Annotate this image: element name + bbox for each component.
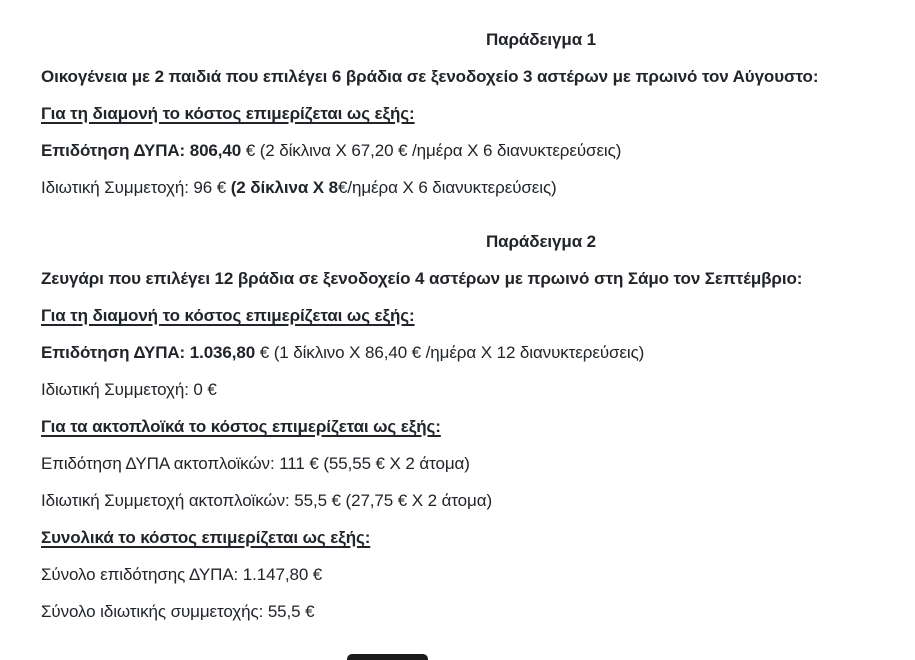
ferry-cost-heading: Για τα ακτοπλοϊκά το κόστος επιμερίζεται ως εξής: xyxy=(41,417,441,436)
example-2-section xyxy=(41,232,915,622)
dypa-subsidy-calculation: € (2 δίκλινα Χ 67,20 € /ημέρα Χ 6 διανυκτερεύσεις) xyxy=(241,141,622,160)
ferry-private-contribution-line: Ιδιωτική Συμμετοχή ακτοπλοϊκών: 55,5 € (27,75 € Χ 2 άτομα) xyxy=(41,491,493,510)
example-2-stay-cost-heading: Για τη διαμονή το κόστος επιμερίζεται ως εξής: xyxy=(41,306,415,325)
example-1-title: Παράδειγμα 1 xyxy=(485,30,597,49)
total-cost-heading: Συνολικά το κόστος επιμερίζεται ως εξής: xyxy=(41,528,371,547)
stay-subsidy-amount: Επιδότηση ΔΥΠΑ: 1.036,80 xyxy=(41,343,256,362)
example-2-title: Παράδειγμα 2 xyxy=(485,232,597,251)
example-2-dypa-subsidy-line xyxy=(41,343,915,363)
cutoff-bottom-element xyxy=(347,654,428,660)
private-contribution-calc-bold: (2 δίκλινα Χ 8 xyxy=(230,178,339,197)
private-contribution-amount: Ιδιωτική Συμμετοχή: 96 € xyxy=(41,178,231,197)
private-contribution-calc-rest: €/ημέρα Χ 6 διανυκτερεύσεις) xyxy=(338,178,557,197)
total-private-contribution-line: Σύνολο ιδιωτικής συμμετοχής: 55,5 € xyxy=(41,602,315,621)
stay-subsidy-calculation: € (1 δίκλινο Χ 86,40 € /ημέρα Χ 12 διανυκτερεύσεις) xyxy=(255,343,645,362)
example-1-stay-cost-heading: Για τη διαμονή το κόστος επιμερίζεται ως εξής: xyxy=(41,104,415,123)
example-1-intro: Οικογένεια με 2 παιδιά που επιλέγει 6 βράδια σε ξενοδοχείο 3 αστέρων με πρωινό τον Αύγουστο: xyxy=(41,67,819,86)
example-2-intro: Ζευγάρι που επιλέγει 12 βράδια σε ξενοδοχείο 4 αστέρων με πρωινό στη Σάμο τον Σεπτέμβριο: xyxy=(41,269,803,288)
dypa-subsidy-amount: Επιδότηση ΔΥΠΑ: 806,40 xyxy=(41,141,242,160)
example-1-dypa-subsidy-line xyxy=(41,141,915,161)
example-1-private-contribution-line xyxy=(41,178,915,198)
ferry-dypa-subsidy-line: Επιδότηση ΔΥΠΑ ακτοπλοϊκών: 111 € (55,55 € Χ 2 άτομα) xyxy=(41,454,470,473)
example-2-private-contribution-line: Ιδιωτική Συμμετοχή: 0 € xyxy=(41,380,217,399)
example-1-section xyxy=(41,30,915,198)
total-dypa-subsidy-line: Σύνολο επιδότησης ΔΥΠΑ: 1.147,80 € xyxy=(41,565,323,584)
